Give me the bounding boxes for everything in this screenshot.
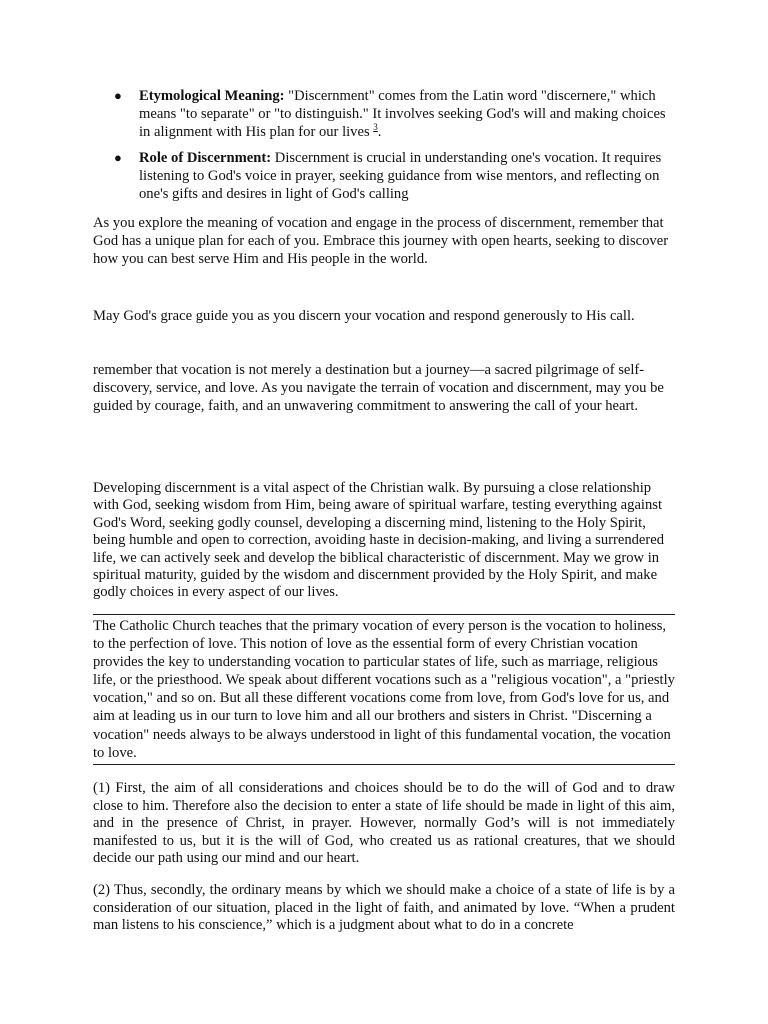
paragraph-developing: Developing discernment is a vital aspect of the Christian walk. By pursuing a close relationship with God, seeking wisdom from Him, being aware of spiritual warfare, testing everything against God's Word, seeking godly counsel, developing a discerning mind, listening to the Holy Spirit, being humble and open to correction, avoiding haste in decision-making, and living a surrendered life, we can actively seek and develop the biblical characteristic of discernment. May we grow in spiritual maturity, guided by the wisdom and discernment provided by the Holy Spirit, and make godly choices in every aspect of our lives. (93, 480, 665, 601)
paragraph-explore: As you explore the meaning of vocation and engage in the process of discernment, remember that God has a unique plan for each of you. Embrace this journey with open hearts, seeking to discover how you can best serve Him and His people in the world. (93, 215, 669, 268)
bullet-icon: ● (114, 150, 122, 165)
paragraph-grace: May God's grace guide you as you discern your vocation and respond generously to His call. (93, 308, 635, 324)
bullet-text-end: . (377, 124, 382, 140)
paragraph-catholic-teaching (93, 614, 675, 765)
bullet-heading: Etymological Meaning: (139, 88, 285, 104)
bullet-text: Discernment is crucial in understanding one's vocation. It requires listening to God's voice in prayer, seeking guidance from wise mentors, and reflecting on one's gifts and desires in light of God's calling (139, 150, 662, 202)
bullet-text: "Discernment" comes from the Latin word "discernere," which means "to separate" or "to distinguish." It involves seeking God's will and making choices in alignment with His plan for our lives (139, 88, 666, 140)
paragraph-remember: remember that vocation is not merely a destination but a journey—a sacred pilgrimage of self-discovery, service, and love. As you navigate the terrain of vocation and discernment, may you be guided by courage, faith, and an unwavering commitment to answering the call of your heart. (93, 362, 664, 415)
footnote-link[interactable]: 3 (373, 122, 378, 133)
bullet-list (112, 87, 672, 211)
bullet-icon: ● (114, 88, 122, 103)
bullet-heading: Role of Discernment: (139, 150, 272, 166)
bullet-item-role (112, 149, 672, 203)
paragraph-first-point: (1) First, the aim of all considerations and choices should be to do the will of God and to draw close to him. Therefore also the decision to enter a state of life should be made in light of this aim, and in the presence of Christ, in prayer. However, normally God’s will is not immediately manifested to us, but it is the will of God, who created us as rational creatures, that we should decide our path using our mind and our heart. (93, 780, 675, 867)
bullet-item-etymology (112, 87, 672, 141)
catholic-teaching-text: The Catholic Church teaches that the primary vocation of every person is the vocation to holiness, to the perfection of love. This notion of love as the essential form of every Christian vocation provides the key to understanding vocation to particular states of life, such as marriage, religious life, or the priesthood. We speak about different vocations such as a "religious vocation", a "priestly vocation," and so on. But all these different vocations come from love, from God's love for us, and aim at leading us in our turn to love him and all our brothers and sisters in Christ. "Discerning a vocation" needs always to be always understood in light of this fundamental vocation, the vocation to love. (93, 618, 675, 761)
paragraph-second-point: (2) Thus, secondly, the ordinary means by which we should make a choice of a state of life is by a consideration of our situation, placed in the light of faith, and animated by love. “When a prudent man listens to his conscience,” which is a judgment about what to do in a concrete (93, 882, 675, 934)
